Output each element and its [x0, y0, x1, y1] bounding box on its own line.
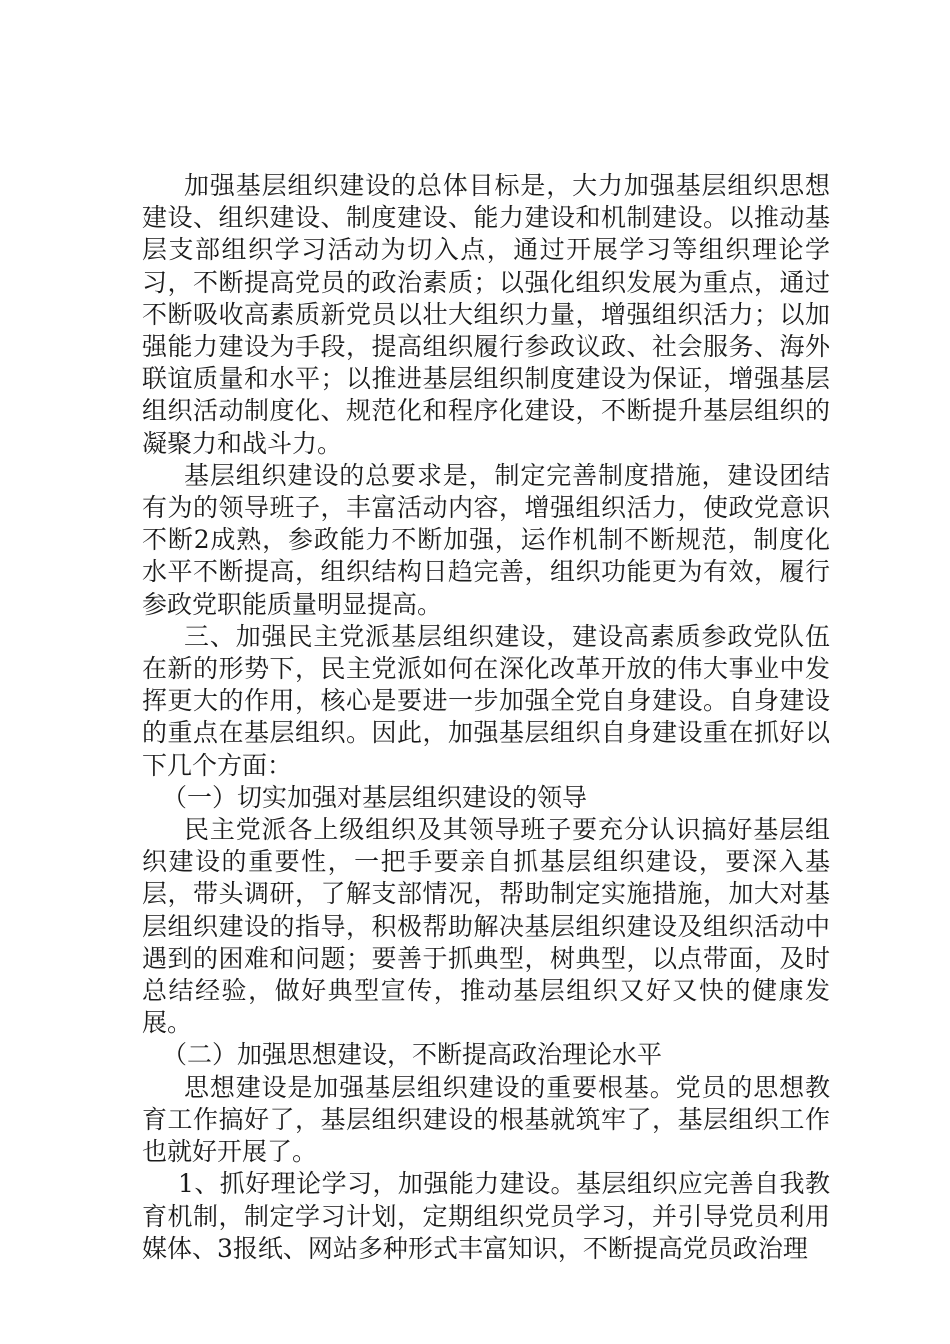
paragraph-overall-goal: 加强基层组织建设的总体目标是，大力加强基层组织思想建设、组织建设、制度建设、能力建设和机制建设。以推动基层支部组织学习活动为切入点，通过开展学习等组织理论学习，不断提高党员的政治素质；以强化组织发展为重点，通过不断吸收高素质新党员以壮大组织力量，增强组织活力；以加强能力建设为手段，提高组织履行参政议政、社会服务、海外联谊质量和水平；以推进基层组织制度建设为保证，增强基层组织活动制度化、规范化和程序化建设，不断提升基层组织的凝聚力和战斗力。	[142, 171, 830, 458]
list-item-theory-study: 1、抓好理论学习，加强能力建设。基层组织应完善自我教育机制，制定学习计划，定期组织党员学习，并引导党员利用媒体、3报纸、网站多种形式丰富知识，不断提高党员政治理	[142, 1169, 830, 1263]
paragraph-general-requirement: 基层组织建设的总要求是，制定完善制度措施，建设团结有为的领导班子，丰富活动内容，增强组织活力，使政党意识不断2成熟，参政能力不断加强，运作机制不断规范，制度化水平不断提高，组织结构日趋完善，组织功能更为有效，履行参政党职能质量明显提高。	[142, 460, 830, 619]
subheading-ideology: （二）加强思想建设，不断提高政治理论水平	[162, 1040, 663, 1070]
paragraph-leadership: 民主党派各上级组织及其领导班子要充分认识搞好基层组织建设的重要性，一把手要亲自抓基层组织建设，要深入基层，带头调研，了解支部情况，帮助制定实施措施，加大对基层组织建设的指导，积极帮助解决基层组织建设及组织活动中遇到的困难和问题；要善于抓典型，树典型，以点带面，及时总结经验，做好典型宣传，推动基层组织又好又快的健康发展。	[142, 815, 830, 1038]
paragraph-ideology: 思想建设是加强基层组织建设的重要根基。党员的思想教育工作搞好了，基层组织建设的根基就筑牢了，基层组织工作也就好开展了。	[142, 1072, 830, 1167]
document-body	[142, 170, 830, 1265]
paragraph-section-three: 三、加强民主党派基层组织建设，建设高素质参政党队伍在新的形势下，民主党派如何在深化改革开放的伟大事业中发挥更大的作用，核心是要进一步加强全党自身建设。自身建设的重点在基层组织。因此，加强基层组织自身建设重在抓好以下几个方面：	[142, 621, 830, 780]
subheading-leadership: （一）切实加强对基层组织建设的领导	[162, 782, 588, 812]
